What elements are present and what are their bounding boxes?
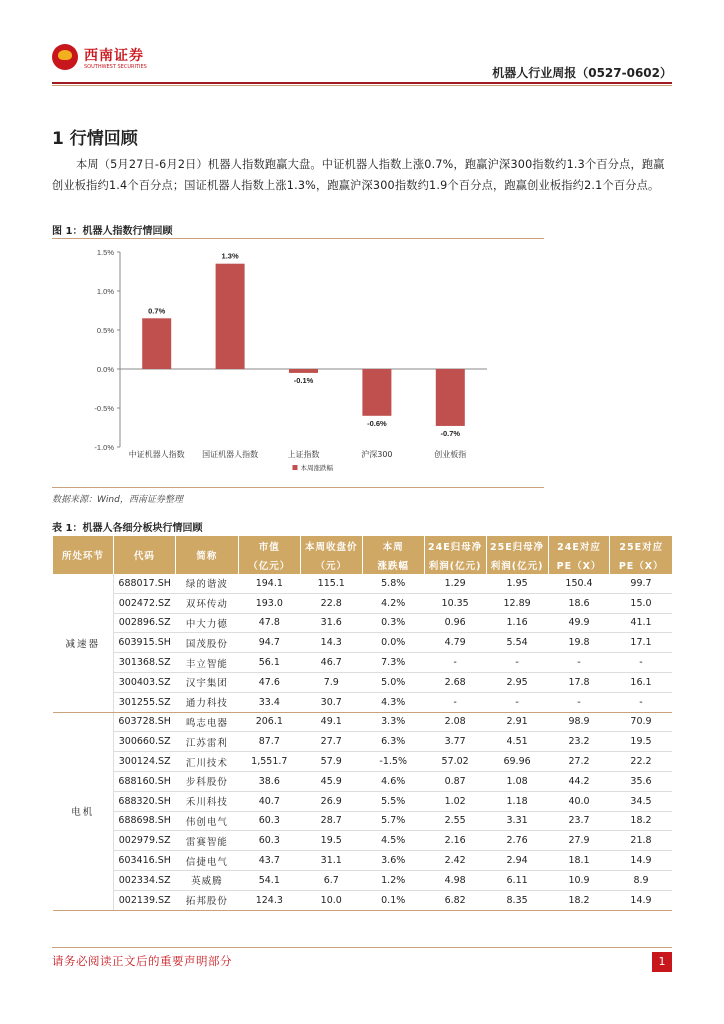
value-cell: 1.02 bbox=[424, 791, 486, 811]
value-cell: 99.7 bbox=[610, 574, 672, 593]
stock-code-cell: 688698.SH bbox=[113, 811, 175, 831]
stock-code-cell: 002979.SZ bbox=[113, 831, 175, 851]
value-cell: 70.9 bbox=[610, 712, 672, 732]
figure-top-rule bbox=[52, 238, 544, 239]
value-cell: 38.6 bbox=[238, 771, 300, 791]
logo-emblem-icon bbox=[52, 44, 78, 70]
value-cell: 0.1% bbox=[362, 890, 424, 910]
value-cell: 21.8 bbox=[610, 831, 672, 851]
stock-name-cell: 拓邦股份 bbox=[175, 890, 238, 910]
value-cell: 3.31 bbox=[486, 811, 548, 831]
value-cell: 46.7 bbox=[300, 653, 362, 673]
value-cell: 87.7 bbox=[238, 732, 300, 752]
footer-disclaimer: 请务必阅读正文后的重要声明部分 bbox=[52, 954, 232, 968]
section-title: 1 行情回顾 bbox=[52, 129, 138, 149]
value-cell: 94.7 bbox=[238, 633, 300, 653]
stock-code-cell: 002334.SZ bbox=[113, 870, 175, 890]
value-cell: 2.16 bbox=[424, 831, 486, 851]
value-cell: - bbox=[424, 692, 486, 712]
value-cell: 28.7 bbox=[300, 811, 362, 831]
figure-source: 数据来源：Wind，西南证券整理 bbox=[52, 495, 183, 505]
value-cell: 5.5% bbox=[362, 791, 424, 811]
value-cell: - bbox=[486, 692, 548, 712]
column-header: 简称 bbox=[175, 536, 238, 574]
figure-caption: 图 1：机器人指数行情回顾 bbox=[52, 226, 173, 237]
y-tick-label: 1.5% bbox=[96, 248, 114, 257]
value-cell: 6.82 bbox=[424, 890, 486, 910]
data-label: -0.1% bbox=[293, 375, 314, 385]
y-tick-label: 0.5% bbox=[96, 326, 114, 335]
value-cell: 1,551.7 bbox=[238, 752, 300, 772]
value-cell: 124.3 bbox=[238, 890, 300, 910]
value-cell: 14.3 bbox=[300, 633, 362, 653]
value-cell: - bbox=[486, 653, 548, 673]
company-logo bbox=[52, 44, 152, 74]
value-cell: 206.1 bbox=[238, 712, 300, 732]
value-cell: 18.2 bbox=[548, 890, 610, 910]
value-cell: 5.7% bbox=[362, 811, 424, 831]
stock-code-cell: 300124.SZ bbox=[113, 752, 175, 772]
table-row bbox=[53, 831, 673, 851]
value-cell: 2.94 bbox=[486, 851, 548, 871]
value-cell: 23.2 bbox=[548, 732, 610, 752]
value-cell: 1.95 bbox=[486, 574, 548, 593]
value-cell: 12.89 bbox=[486, 593, 548, 613]
stock-name-cell: 汉宇集团 bbox=[175, 672, 238, 692]
value-cell: 19.8 bbox=[548, 633, 610, 653]
value-cell: 4.6% bbox=[362, 771, 424, 791]
value-cell: 4.5% bbox=[362, 831, 424, 851]
stock-name-cell: 英威腾 bbox=[175, 870, 238, 890]
value-cell: 98.9 bbox=[548, 712, 610, 732]
value-cell: 5.54 bbox=[486, 633, 548, 653]
category-label: 中证机器人指数 bbox=[128, 450, 185, 459]
table-row bbox=[53, 890, 673, 910]
value-cell: 23.7 bbox=[548, 811, 610, 831]
stock-code-cell: 002472.SZ bbox=[113, 593, 175, 613]
value-cell: 4.51 bbox=[486, 732, 548, 752]
value-cell: 6.3% bbox=[362, 732, 424, 752]
value-cell: 5.0% bbox=[362, 672, 424, 692]
column-header-sub: （元） bbox=[300, 555, 362, 574]
stock-code-cell: 301368.SZ bbox=[113, 653, 175, 673]
value-cell: 1.08 bbox=[486, 771, 548, 791]
table-caption: 表 1：机器人各细分板块行情回顾 bbox=[52, 523, 203, 534]
bar bbox=[362, 369, 391, 416]
data-label: -0.6% bbox=[367, 418, 387, 428]
value-cell: 15.0 bbox=[610, 593, 672, 613]
table-row bbox=[53, 870, 673, 890]
value-cell: - bbox=[548, 692, 610, 712]
value-cell: 4.79 bbox=[424, 633, 486, 653]
value-cell: 18.1 bbox=[548, 851, 610, 871]
bar bbox=[289, 369, 318, 373]
table-row bbox=[53, 752, 673, 772]
stock-code-cell: 002896.SZ bbox=[113, 613, 175, 633]
header-divider bbox=[52, 82, 672, 84]
column-header: 25E归母净 bbox=[486, 536, 548, 555]
column-header-sub: PE（X） bbox=[548, 555, 610, 574]
stock-name-cell: 双环传动 bbox=[175, 593, 238, 613]
data-label: -0.7% bbox=[440, 428, 461, 438]
stock-name-cell: 鸣志电器 bbox=[175, 712, 238, 732]
value-cell: 7.3% bbox=[362, 653, 424, 673]
value-cell: 194.1 bbox=[238, 574, 300, 593]
value-cell: 47.6 bbox=[238, 672, 300, 692]
stock-name-cell: 信捷电气 bbox=[175, 851, 238, 871]
value-cell: 0.96 bbox=[424, 613, 486, 633]
value-cell: 14.9 bbox=[610, 890, 672, 910]
stock-name-cell: 中大力德 bbox=[175, 613, 238, 633]
segment-cell: 电机 bbox=[53, 712, 114, 910]
column-header-sub: 利润(亿元) bbox=[486, 555, 548, 574]
y-tick-label: -0.5% bbox=[94, 404, 114, 413]
value-cell: 26.9 bbox=[300, 791, 362, 811]
stock-code-cell: 688320.SH bbox=[113, 791, 175, 811]
value-cell: 17.1 bbox=[610, 633, 672, 653]
value-cell: 40.7 bbox=[238, 791, 300, 811]
value-cell: 1.16 bbox=[486, 613, 548, 633]
value-cell: 33.4 bbox=[238, 692, 300, 712]
value-cell: - bbox=[424, 653, 486, 673]
index-performance-chart bbox=[52, 240, 552, 485]
column-header-sub: 利润(亿元) bbox=[424, 555, 486, 574]
column-header-sub: PE（X） bbox=[610, 555, 672, 574]
column-header: 代码 bbox=[113, 536, 175, 574]
value-cell: 8.35 bbox=[486, 890, 548, 910]
value-cell: 2.42 bbox=[424, 851, 486, 871]
value-cell: 35.6 bbox=[610, 771, 672, 791]
value-cell: 16.1 bbox=[610, 672, 672, 692]
value-cell: 2.95 bbox=[486, 672, 548, 692]
value-cell: 0.0% bbox=[362, 633, 424, 653]
value-cell: 45.9 bbox=[300, 771, 362, 791]
value-cell: 30.7 bbox=[300, 692, 362, 712]
table-row bbox=[53, 574, 673, 593]
table-row bbox=[53, 771, 673, 791]
value-cell: 2.91 bbox=[486, 712, 548, 732]
value-cell: 5.8% bbox=[362, 574, 424, 593]
value-cell: 49.1 bbox=[300, 712, 362, 732]
stock-code-cell: 301255.SZ bbox=[113, 692, 175, 712]
value-cell: - bbox=[548, 653, 610, 673]
value-cell: 3.3% bbox=[362, 712, 424, 732]
page-number: 1 bbox=[652, 952, 672, 972]
stock-name-cell: 雷赛智能 bbox=[175, 831, 238, 851]
value-cell: 34.5 bbox=[610, 791, 672, 811]
table-row bbox=[53, 653, 673, 673]
figure-bottom-rule bbox=[52, 487, 544, 488]
column-header: 本周收盘价 bbox=[300, 536, 362, 555]
value-cell: 19.5 bbox=[610, 732, 672, 752]
value-cell: 18.2 bbox=[610, 811, 672, 831]
value-cell: 0.87 bbox=[424, 771, 486, 791]
stock-code-cell: 300403.SZ bbox=[113, 672, 175, 692]
table-row bbox=[53, 732, 673, 752]
stock-code-cell: 603416.SH bbox=[113, 851, 175, 871]
value-cell: 1.2% bbox=[362, 870, 424, 890]
value-cell: 27.2 bbox=[548, 752, 610, 772]
column-header: 24E对应 bbox=[548, 536, 610, 555]
value-cell: 41.1 bbox=[610, 613, 672, 633]
value-cell: 56.1 bbox=[238, 653, 300, 673]
column-header: 24E归母净 bbox=[424, 536, 486, 555]
value-cell: 60.3 bbox=[238, 831, 300, 851]
category-label: 沪深300 bbox=[361, 450, 393, 459]
table-row bbox=[53, 672, 673, 692]
stock-name-cell: 禾川科技 bbox=[175, 791, 238, 811]
value-cell: 60.3 bbox=[238, 811, 300, 831]
header-divider-thin bbox=[52, 85, 672, 86]
column-header-sub: 涨跌幅 bbox=[362, 555, 424, 574]
y-tick-label: 1.0% bbox=[96, 287, 114, 296]
value-cell: 10.9 bbox=[548, 870, 610, 890]
data-label: 0.7% bbox=[148, 306, 166, 316]
column-header-sub: （亿元） bbox=[238, 555, 300, 574]
category-label: 创业板指 bbox=[434, 450, 467, 459]
category-label: 国证机器人指数 bbox=[202, 450, 259, 459]
value-cell: 44.2 bbox=[548, 771, 610, 791]
table-row bbox=[53, 613, 673, 633]
stock-name-cell: 汇川技术 bbox=[175, 752, 238, 772]
table-row bbox=[53, 692, 673, 712]
bar bbox=[436, 369, 465, 426]
stock-code-cell: 002139.SZ bbox=[113, 890, 175, 910]
value-cell: 1.29 bbox=[424, 574, 486, 593]
value-cell: 10.0 bbox=[300, 890, 362, 910]
table-row bbox=[53, 851, 673, 871]
stock-code-cell: 688160.SH bbox=[113, 771, 175, 791]
value-cell: 22.8 bbox=[300, 593, 362, 613]
footer-divider bbox=[52, 947, 672, 948]
data-label: 1.3% bbox=[221, 251, 239, 261]
stock-name-cell: 国茂股份 bbox=[175, 633, 238, 653]
value-cell: 69.96 bbox=[486, 752, 548, 772]
logo-subtext: SOUTHWEST SECURITIES bbox=[84, 64, 147, 70]
value-cell: 40.0 bbox=[548, 791, 610, 811]
value-cell: 193.0 bbox=[238, 593, 300, 613]
y-tick-label: -1.0% bbox=[94, 443, 114, 452]
bar bbox=[142, 318, 171, 369]
table-row bbox=[53, 633, 673, 653]
bar bbox=[216, 264, 245, 369]
column-header: 所处环节 bbox=[53, 536, 114, 574]
value-cell: 3.6% bbox=[362, 851, 424, 871]
value-cell: 57.02 bbox=[424, 752, 486, 772]
value-cell: 4.98 bbox=[424, 870, 486, 890]
category-label: 上证指数 bbox=[287, 450, 320, 459]
table-row bbox=[53, 593, 673, 613]
stock-code-cell: 300660.SZ bbox=[113, 732, 175, 752]
value-cell: 2.55 bbox=[424, 811, 486, 831]
value-cell: 7.9 bbox=[300, 672, 362, 692]
value-cell: 2.76 bbox=[486, 831, 548, 851]
section-paragraph: 本周（5月27日-6月2日）机器人指数跑赢大盘。中证机器人指数上涨0.7%，跑赢沪深300指数约1.3个百分点，跑赢创业板指约1.4个百分点；国证机器人指数上涨1.3%，跑赢沪深300指数约1.9个百分点，跑赢创业板指约2.1个百分点。 bbox=[52, 158, 665, 192]
stock-name-cell: 伟创电气 bbox=[175, 811, 238, 831]
value-cell: 22.2 bbox=[610, 752, 672, 772]
value-cell: 6.11 bbox=[486, 870, 548, 890]
stock-name-cell: 绿的谐波 bbox=[175, 574, 238, 593]
value-cell: 1.18 bbox=[486, 791, 548, 811]
value-cell: 150.4 bbox=[548, 574, 610, 593]
y-tick-label: 0.0% bbox=[96, 365, 114, 374]
stock-code-cell: 688017.SH bbox=[113, 574, 175, 593]
table-row bbox=[53, 811, 673, 831]
column-header: 市值 bbox=[238, 536, 300, 555]
column-header: 本周 bbox=[362, 536, 424, 555]
value-cell: 6.7 bbox=[300, 870, 362, 890]
segment-cell: 减速器 bbox=[53, 574, 114, 712]
value-cell: 2.08 bbox=[424, 712, 486, 732]
value-cell: 43.7 bbox=[238, 851, 300, 871]
column-header: 25E对应 bbox=[610, 536, 672, 555]
stock-name-cell: 江苏雷利 bbox=[175, 732, 238, 752]
value-cell: - bbox=[610, 692, 672, 712]
value-cell: 19.5 bbox=[300, 831, 362, 851]
report-title: 机器人行业周报（0527-0602） bbox=[492, 66, 672, 80]
logo-text: 西南证券 bbox=[84, 48, 144, 64]
value-cell: 31.6 bbox=[300, 613, 362, 633]
sector-performance-table bbox=[52, 536, 672, 911]
value-cell: -1.5% bbox=[362, 752, 424, 772]
stock-code-cell: 603728.SH bbox=[113, 712, 175, 732]
value-cell: 0.3% bbox=[362, 613, 424, 633]
legend-label: 本周涨跌幅 bbox=[300, 464, 333, 472]
value-cell: 27.7 bbox=[300, 732, 362, 752]
value-cell: 18.6 bbox=[548, 593, 610, 613]
value-cell: 54.1 bbox=[238, 870, 300, 890]
value-cell: 27.9 bbox=[548, 831, 610, 851]
value-cell: 49.9 bbox=[548, 613, 610, 633]
table-row bbox=[53, 712, 673, 732]
stock-name-cell: 步科股份 bbox=[175, 771, 238, 791]
value-cell: 10.35 bbox=[424, 593, 486, 613]
value-cell: 31.1 bbox=[300, 851, 362, 871]
stock-name-cell: 通力科技 bbox=[175, 692, 238, 712]
value-cell: 115.1 bbox=[300, 574, 362, 593]
value-cell: 57.9 bbox=[300, 752, 362, 772]
value-cell: 8.9 bbox=[610, 870, 672, 890]
value-cell: 47.8 bbox=[238, 613, 300, 633]
value-cell: - bbox=[610, 653, 672, 673]
value-cell: 3.77 bbox=[424, 732, 486, 752]
value-cell: 2.68 bbox=[424, 672, 486, 692]
value-cell: 4.2% bbox=[362, 593, 424, 613]
stock-code-cell: 603915.SH bbox=[113, 633, 175, 653]
value-cell: 17.8 bbox=[548, 672, 610, 692]
stock-name-cell: 丰立智能 bbox=[175, 653, 238, 673]
legend-swatch bbox=[292, 465, 297, 470]
value-cell: 4.3% bbox=[362, 692, 424, 712]
table-row bbox=[53, 791, 673, 811]
value-cell: 14.9 bbox=[610, 851, 672, 871]
